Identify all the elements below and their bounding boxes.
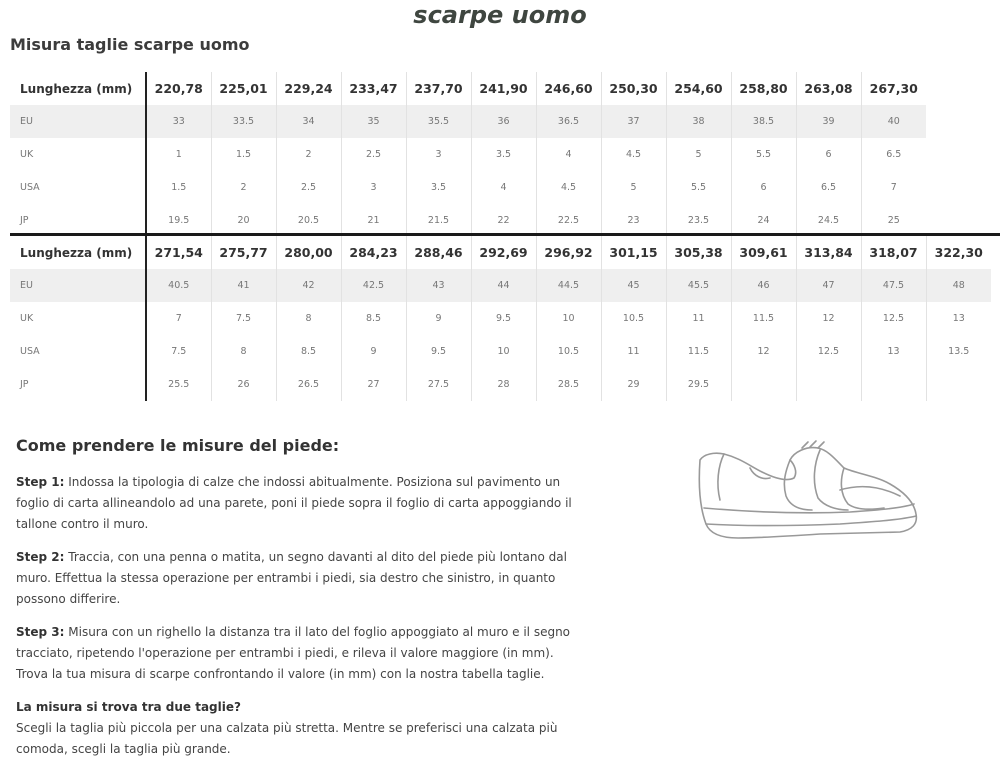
step-2-text: Traccia, con una penna o matita, un segno davanti al dito del piede più lontano dal muro. Effettua la stessa operazione per entrambi i piedi, sia destro che sinistro, in quanto possono differire. [16, 550, 567, 606]
size-cell: 7 [146, 302, 211, 335]
size-cell: 271,54 [146, 236, 211, 269]
size-cell: 220,78 [146, 72, 211, 105]
size-cell: 47 [796, 269, 861, 302]
size-cell: 42 [276, 269, 341, 302]
size-cell: 8 [211, 335, 276, 368]
size-cell: 41 [211, 269, 276, 302]
size-cell: 10 [536, 302, 601, 335]
size-cell: 6.5 [861, 138, 926, 171]
size-cell: 318,07 [861, 236, 926, 269]
size-cell: 8 [276, 302, 341, 335]
size-cell: 33 [146, 105, 211, 138]
size-cell: 9 [406, 302, 471, 335]
size-cell: 21.5 [406, 204, 471, 237]
between-sizes-text: Scegli la taglia più piccola per una calzata più stretta. Mentre se preferisci una calzata più comoda, scegli la taglia più grande. [16, 721, 558, 756]
size-cell: 237,70 [406, 72, 471, 105]
table-row [10, 236, 991, 269]
table-row [10, 171, 991, 204]
size-cell: 2 [276, 138, 341, 171]
size-cell: 250,30 [601, 72, 666, 105]
table-row [10, 368, 991, 401]
size-cell [731, 368, 796, 401]
size-cell: 4 [536, 138, 601, 171]
row-label: EU [10, 269, 146, 302]
size-cell: 7 [861, 171, 926, 204]
row-label: UK [20, 149, 34, 160]
row-label: USA [20, 182, 40, 193]
size-cell: 11.5 [731, 302, 796, 335]
section-title: Misura taglie scarpe uomo [10, 35, 250, 54]
empty-cell [926, 72, 991, 105]
size-cell [926, 368, 991, 401]
size-cell: 11 [601, 335, 666, 368]
step-1-text: Indossa la tipologia di calze che indossi abitualmente. Posiziona sul pavimento un foglio di carta allineandolo ad una parete, poni il piede sopra il foglio di carta appoggiando il tallone contro il muro. [16, 475, 572, 531]
size-cell: 47.5 [861, 269, 926, 302]
size-cell: 280,00 [276, 236, 341, 269]
step-3-text: Misura con un righello la distanza tra il lato del foglio appoggiato al muro e il segno tracciato, ripetendo l'operazione per entrambi i piedi, e rileva il valore maggiore (in mm). Trova la tua misura di scarpe confrontando il valore (in mm) con la nostra tabella taglie. [16, 625, 571, 681]
size-cell: 34 [276, 105, 341, 138]
size-cell: 292,69 [471, 236, 536, 269]
size-cell: 45 [601, 269, 666, 302]
size-cell: 2 [211, 171, 276, 204]
size-cell: 36 [471, 105, 536, 138]
size-cell: 20 [211, 204, 276, 237]
empty-cell [926, 171, 991, 204]
size-cell: 11 [666, 302, 731, 335]
size-cell: 10 [471, 335, 536, 368]
size-cell: 3 [406, 138, 471, 171]
size-cell: 43 [406, 269, 471, 302]
size-cell: 13 [926, 302, 991, 335]
size-cell: 22.5 [536, 204, 601, 237]
size-cell: 27 [341, 368, 406, 401]
size-cell: 2.5 [276, 171, 341, 204]
size-table-2 [10, 236, 991, 401]
size-cell: 1.5 [146, 171, 211, 204]
size-cell: 8.5 [341, 302, 406, 335]
size-cell: 9.5 [406, 335, 471, 368]
size-cell: 284,23 [341, 236, 406, 269]
size-cell: 48 [926, 269, 991, 302]
size-cell: 19.5 [146, 204, 211, 237]
size-cell: 29.5 [666, 368, 731, 401]
size-cell: 40.5 [146, 269, 211, 302]
size-cell: 3.5 [406, 171, 471, 204]
size-cell: 25 [861, 204, 926, 237]
size-cell: 45.5 [666, 269, 731, 302]
size-cell: 22 [471, 204, 536, 237]
size-table-1 [10, 72, 991, 237]
size-cell: 9 [341, 335, 406, 368]
size-cell: 10.5 [536, 335, 601, 368]
size-cell: 29 [601, 368, 666, 401]
size-cell: 225,01 [211, 72, 276, 105]
sneaker-outline-icon [690, 438, 930, 558]
size-cell: 46 [731, 269, 796, 302]
size-cell: 25.5 [146, 368, 211, 401]
size-cell: 5 [601, 171, 666, 204]
size-cell: 301,15 [601, 236, 666, 269]
size-cell: 322,30 [926, 236, 991, 269]
row-label: USA [20, 346, 40, 357]
size-cell: 37 [601, 105, 666, 138]
table-row [10, 105, 991, 138]
size-cell: 28.5 [536, 368, 601, 401]
size-cell: 3.5 [471, 138, 536, 171]
size-cell [861, 368, 926, 401]
size-cell: 4.5 [601, 138, 666, 171]
size-cell: 39 [796, 105, 861, 138]
size-cell: 35 [341, 105, 406, 138]
size-cell: 44.5 [536, 269, 601, 302]
size-cell: 305,38 [666, 236, 731, 269]
row-label: UK [20, 313, 34, 324]
size-cell: 10.5 [601, 302, 666, 335]
size-cell: 296,92 [536, 236, 601, 269]
size-cell: 21 [341, 204, 406, 237]
size-cell: 7.5 [146, 335, 211, 368]
size-cell: 13 [861, 335, 926, 368]
size-cell: 5.5 [731, 138, 796, 171]
size-cell: 6.5 [796, 171, 861, 204]
size-cell: 23 [601, 204, 666, 237]
step-3-label: Step 3: [16, 625, 65, 639]
size-cell: 24 [731, 204, 796, 237]
step-1-label: Step 1: [16, 475, 65, 489]
size-cell: 8.5 [276, 335, 341, 368]
size-cell: 35.5 [406, 105, 471, 138]
size-cell: 258,80 [731, 72, 796, 105]
step-2-label: Step 2: [16, 550, 65, 564]
size-cell: 1 [146, 138, 211, 171]
size-cell: 13.5 [926, 335, 991, 368]
size-cell: 2.5 [341, 138, 406, 171]
size-cell: 263,08 [796, 72, 861, 105]
step-2 [16, 547, 576, 610]
empty-cell [926, 138, 991, 171]
size-cell: 12 [731, 335, 796, 368]
size-cell: 233,47 [341, 72, 406, 105]
size-cell: 28 [471, 368, 536, 401]
size-cell: 11.5 [666, 335, 731, 368]
size-cell: 38.5 [731, 105, 796, 138]
row-label: EU [10, 105, 146, 138]
row-label: Lunghezza (mm) [20, 245, 133, 260]
size-cell: 229,24 [276, 72, 341, 105]
size-cell: 26.5 [276, 368, 341, 401]
size-cell: 33.5 [211, 105, 276, 138]
size-cell: 27.5 [406, 368, 471, 401]
size-cell: 20.5 [276, 204, 341, 237]
size-cell: 23.5 [666, 204, 731, 237]
size-cell: 241,90 [471, 72, 536, 105]
how-to-title: Come prendere le misure del piede: [16, 436, 340, 455]
size-cell: 313,84 [796, 236, 861, 269]
row-label: Lunghezza (mm) [20, 81, 133, 96]
size-cell: 42.5 [341, 269, 406, 302]
step-3 [16, 622, 576, 685]
size-cell: 40 [861, 105, 926, 138]
empty-cell [926, 105, 991, 138]
size-cell: 44 [471, 269, 536, 302]
size-cell: 267,30 [861, 72, 926, 105]
size-cell: 12.5 [861, 302, 926, 335]
size-cell: 38 [666, 105, 731, 138]
row-label: JP [20, 215, 29, 226]
size-cell: 309,61 [731, 236, 796, 269]
size-cell: 246,60 [536, 72, 601, 105]
size-cell: 275,77 [211, 236, 276, 269]
size-cell: 12.5 [796, 335, 861, 368]
size-cell: 24.5 [796, 204, 861, 237]
size-cell: 5.5 [666, 171, 731, 204]
between-sizes-title: La misura si trova tra due taglie? [16, 700, 241, 714]
step-1 [16, 472, 576, 535]
size-cell: 12 [796, 302, 861, 335]
row-label: JP [20, 379, 29, 390]
size-cell: 26 [211, 368, 276, 401]
size-cell: 288,46 [406, 236, 471, 269]
between-sizes [16, 697, 576, 757]
size-cell: 1.5 [211, 138, 276, 171]
size-cell: 9.5 [471, 302, 536, 335]
size-cell [796, 368, 861, 401]
table-row [10, 269, 991, 302]
table-row [10, 302, 991, 335]
table-row [10, 138, 991, 171]
table-row [10, 335, 991, 368]
size-cell: 5 [666, 138, 731, 171]
size-cell: 254,60 [666, 72, 731, 105]
size-cell: 36.5 [536, 105, 601, 138]
size-cell: 4.5 [536, 171, 601, 204]
size-cell: 3 [341, 171, 406, 204]
page-title: scarpe uomo [413, 1, 587, 29]
table-row [10, 72, 991, 105]
size-cell: 7.5 [211, 302, 276, 335]
size-cell: 6 [796, 138, 861, 171]
size-cell: 4 [471, 171, 536, 204]
size-cell: 6 [731, 171, 796, 204]
